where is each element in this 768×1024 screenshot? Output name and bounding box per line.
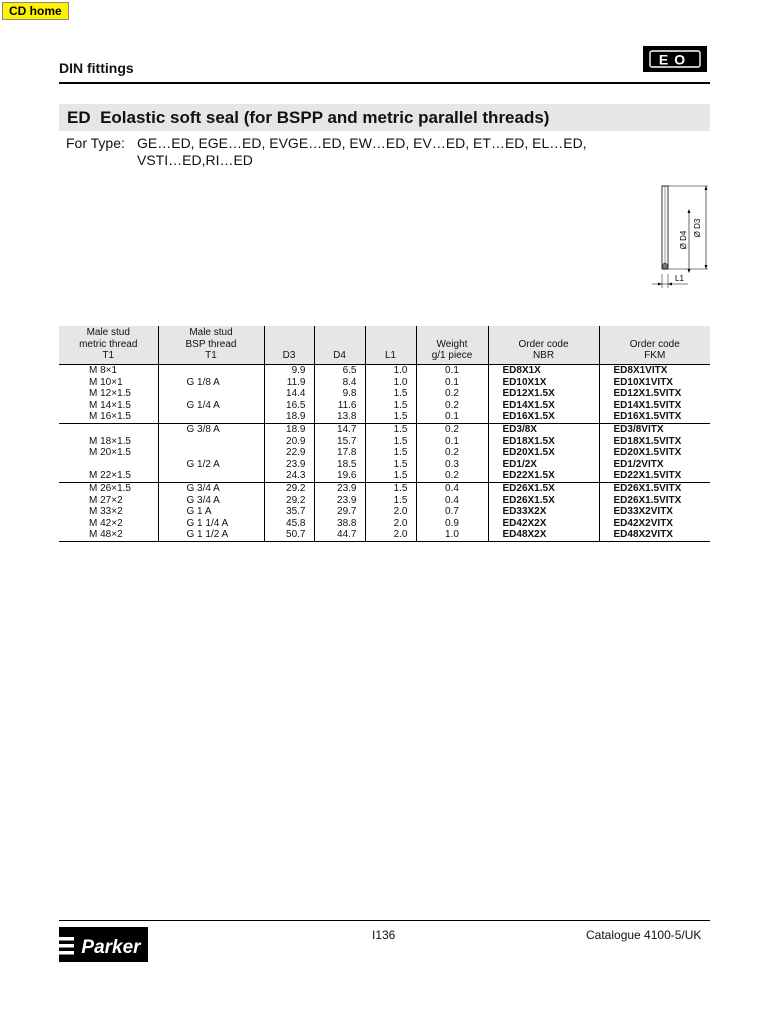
- d3-cell: 35.7: [264, 506, 314, 518]
- metric-thread-cell: M 20×1.5: [89, 447, 131, 459]
- order-code-fkm-cell: ED42X2VITX: [599, 518, 710, 530]
- order-code-nbr-cell: ED12X1.5X: [488, 388, 599, 400]
- d3-cell: 29.2: [264, 482, 314, 494]
- column-header: Male stud BSP thread T1: [158, 326, 264, 365]
- d4-cell: 44.7: [314, 529, 365, 541]
- bsp-thread-cell: G 1 A: [158, 506, 264, 518]
- d4-cell: 8.4: [314, 377, 365, 389]
- table-row: [59, 459, 710, 471]
- d3-cell: 18.9: [264, 423, 314, 435]
- table-body: [59, 365, 710, 542]
- l1-cell: 1.5: [365, 459, 416, 471]
- order-code-fkm-cell: ED1/2VITX: [599, 459, 710, 471]
- order-code-fkm-cell: ED26X1.5VITX: [599, 482, 710, 494]
- weight-cell: 0.1: [416, 377, 488, 389]
- order-code-fkm-cell: ED10X1VITX: [599, 377, 710, 389]
- order-code-fkm-cell: ED3/8VITX: [599, 423, 710, 435]
- diagram-label-d4: Ø D4: [679, 230, 688, 250]
- seal-spec-table: [59, 326, 710, 542]
- weight-cell: 0.3: [416, 459, 488, 471]
- d3-cell: 29.2: [264, 495, 314, 507]
- column-header: L1: [365, 326, 416, 365]
- table-row: [59, 423, 710, 435]
- table-header-row: [59, 326, 710, 365]
- metric-thread-cell: M 10×1: [89, 376, 123, 388]
- order-code-nbr-cell: ED48X2X: [488, 529, 599, 541]
- weight-cell: 0.1: [416, 365, 488, 377]
- l1-cell: 2.0: [365, 518, 416, 530]
- column-header: D4: [314, 326, 365, 365]
- bsp-thread-cell: [158, 388, 264, 400]
- table-row: [59, 506, 710, 518]
- order-code-nbr-cell: ED14X1.5X: [488, 400, 599, 412]
- order-code-nbr-cell: ED22X1.5X: [488, 470, 599, 482]
- seal-cross-section-diagram: [640, 182, 720, 290]
- metric-thread-cell: [59, 459, 158, 471]
- metric-thread-cell: M 42×2: [89, 517, 123, 529]
- eo-logo: [643, 46, 707, 72]
- order-code-fkm-cell: ED26X1.5VITX: [599, 495, 710, 507]
- order-code-fkm-cell: ED14X1.5VITX: [599, 400, 710, 412]
- weight-cell: 1.0: [416, 529, 488, 541]
- order-code-nbr-cell: ED18X1.5X: [488, 436, 599, 448]
- diagram-label-l1: L1: [675, 274, 684, 283]
- d3-cell: 18.9: [264, 411, 314, 423]
- column-header: D3: [264, 326, 314, 365]
- metric-thread-cell: M 18×1.5: [89, 435, 131, 447]
- bsp-thread-cell: G 3/8 A: [158, 423, 264, 435]
- weight-cell: 0.1: [416, 411, 488, 423]
- d4-cell: 23.9: [314, 495, 365, 507]
- column-header: Weight g/1 piece: [416, 326, 488, 365]
- metric-thread-cell: M 8×1: [89, 365, 118, 376]
- order-code-nbr-cell: ED3/8X: [488, 423, 599, 435]
- l1-cell: 1.5: [365, 495, 416, 507]
- d4-cell: 11.6: [314, 400, 365, 412]
- bsp-thread-cell: G 1 1/4 A: [158, 518, 264, 530]
- order-code-fkm-cell: ED20X1.5VITX: [599, 447, 710, 459]
- table-row: [59, 411, 710, 423]
- order-code-fkm-cell: ED18X1.5VITX: [599, 436, 710, 448]
- metric-thread-cell: M 26×1.5: [59, 482, 158, 494]
- metric-thread-cell: M 22×1.5: [89, 470, 131, 482]
- l1-cell: 2.0: [365, 529, 416, 541]
- weight-cell: 0.2: [416, 388, 488, 400]
- order-code-nbr-cell: ED33X2X: [488, 506, 599, 518]
- order-code-fkm-cell: ED12X1.5VITX: [599, 388, 710, 400]
- page-title: [67, 108, 549, 128]
- title-band: [59, 104, 710, 131]
- order-code-nbr-cell: ED8X1X: [488, 365, 599, 377]
- catalogue-number: Catalogue 4100-5/UK: [586, 928, 702, 942]
- page-number: I136: [372, 928, 396, 942]
- bsp-thread-cell: [158, 365, 264, 377]
- l1-cell: 1.5: [365, 423, 416, 435]
- order-code-fkm-cell: ED22X1.5VITX: [599, 470, 710, 482]
- d3-cell: 22.9: [264, 447, 314, 459]
- table-row: [59, 482, 710, 494]
- table-row: [59, 400, 710, 412]
- d3-cell: 14.4: [264, 388, 314, 400]
- order-code-fkm-cell: ED48X2VITX: [599, 529, 710, 541]
- d4-cell: 23.9: [314, 482, 365, 494]
- table-row: [59, 529, 710, 541]
- l1-cell: 1.5: [365, 482, 416, 494]
- order-code-nbr-cell: ED42X2X: [488, 518, 599, 530]
- table-row: [59, 388, 710, 400]
- order-code-nbr-cell: ED20X1.5X: [488, 447, 599, 459]
- d4-cell: 19.6: [314, 470, 365, 482]
- bsp-thread-cell: G 1/8 A: [158, 377, 264, 389]
- l1-cell: 1.5: [365, 400, 416, 412]
- title-code: ED: [67, 108, 91, 127]
- order-code-fkm-cell: ED16X1.5VITX: [599, 411, 710, 423]
- d4-cell: 38.8: [314, 518, 365, 530]
- metric-thread-cell: M 16×1.5: [89, 411, 131, 423]
- bsp-thread-cell: G 1 1/2 A: [158, 529, 264, 541]
- table-row: [59, 447, 710, 459]
- footer-rule: [59, 920, 710, 921]
- table-row: [59, 365, 710, 377]
- d4-cell: 18.5: [314, 459, 365, 471]
- d4-cell: 15.7: [314, 436, 365, 448]
- d4-cell: 13.8: [314, 411, 365, 423]
- bsp-thread-cell: [158, 470, 264, 482]
- weight-cell: 0.2: [416, 400, 488, 412]
- table-row: [59, 470, 710, 482]
- d4-cell: 29.7: [314, 506, 365, 518]
- order-code-fkm-cell: ED8X1VITX: [599, 365, 710, 377]
- bsp-thread-cell: G 3/4 A: [158, 495, 264, 507]
- d3-cell: 16.5: [264, 400, 314, 412]
- d4-cell: 14.7: [314, 423, 365, 435]
- cd-home-button[interactable]: CD home: [2, 2, 69, 20]
- d3-cell: 9.9: [264, 365, 314, 377]
- metric-thread-cell: M 12×1.5: [89, 388, 131, 400]
- bsp-thread-cell: G 3/4 A: [158, 482, 264, 494]
- d4-cell: 6.5: [314, 365, 365, 377]
- order-code-fkm-cell: ED33X2VITX: [599, 506, 710, 518]
- bsp-thread-cell: G 1/2 A: [158, 459, 264, 471]
- for-type-line-2: VSTI…ED,RI…ED: [137, 152, 253, 168]
- l1-cell: 1.5: [365, 436, 416, 448]
- weight-cell: 0.7: [416, 506, 488, 518]
- column-header: Order code FKM: [599, 326, 710, 365]
- parker-logo: [59, 927, 148, 962]
- weight-cell: 0.2: [416, 423, 488, 435]
- weight-cell: 0.1: [416, 436, 488, 448]
- metric-thread-cell: [59, 423, 158, 435]
- weight-cell: 0.9: [416, 518, 488, 530]
- metric-thread-cell: M 48×2: [59, 529, 158, 541]
- l1-cell: 1.5: [365, 411, 416, 423]
- l1-cell: 1.0: [365, 365, 416, 377]
- weight-cell: 0.4: [416, 482, 488, 494]
- weight-cell: 0.4: [416, 495, 488, 507]
- bsp-thread-cell: [158, 436, 264, 448]
- bsp-thread-cell: [158, 447, 264, 459]
- column-header: Male stud metric thread T1: [59, 326, 158, 365]
- d3-cell: 11.9: [264, 377, 314, 389]
- d3-cell: 24.3: [264, 470, 314, 482]
- order-code-nbr-cell: ED26X1.5X: [488, 482, 599, 494]
- for-type-label: For Type:: [66, 135, 125, 151]
- weight-cell: 0.2: [416, 470, 488, 482]
- order-code-nbr-cell: ED1/2X: [488, 459, 599, 471]
- order-code-nbr-cell: ED16X1.5X: [488, 411, 599, 423]
- metric-thread-cell: M 27×2: [89, 494, 123, 506]
- l1-cell: 2.0: [365, 506, 416, 518]
- l1-cell: 1.0: [365, 377, 416, 389]
- parker-logo-text: Parker: [81, 937, 141, 958]
- for-type-line-1: GE…ED, EGE…ED, EVGE…ED, EW…ED, EV…ED, ET…ED, EL…ED,: [137, 135, 587, 151]
- d4-cell: 17.8: [314, 447, 365, 459]
- metric-thread-cell: M 14×1.5: [89, 399, 131, 411]
- bsp-thread-cell: G 1/4 A: [158, 400, 264, 412]
- title-text: Eolastic soft seal (for BSPP and metric parallel threads): [100, 108, 550, 127]
- d3-cell: 45.8: [264, 518, 314, 530]
- table-row: [59, 495, 710, 507]
- bsp-thread-cell: [158, 411, 264, 423]
- header-rule: [59, 82, 710, 84]
- table-row: [59, 518, 710, 530]
- order-code-nbr-cell: ED26X1.5X: [488, 495, 599, 507]
- order-code-nbr-cell: ED10X1X: [488, 377, 599, 389]
- section-title: DIN fittings: [59, 60, 134, 76]
- table-row: [59, 377, 710, 389]
- eo-logo-text: EO: [658, 51, 692, 68]
- d3-cell: 20.9: [264, 436, 314, 448]
- metric-thread-cell: M 33×2: [89, 506, 123, 518]
- table-row: [59, 436, 710, 448]
- l1-cell: 1.5: [365, 470, 416, 482]
- d3-cell: 50.7: [264, 529, 314, 541]
- weight-cell: 0.2: [416, 447, 488, 459]
- d3-cell: 23.9: [264, 459, 314, 471]
- d4-cell: 9.8: [314, 388, 365, 400]
- diagram-label-d3: Ø D3: [693, 218, 702, 238]
- column-header: Order code NBR: [488, 326, 599, 365]
- l1-cell: 1.5: [365, 447, 416, 459]
- l1-cell: 1.5: [365, 388, 416, 400]
